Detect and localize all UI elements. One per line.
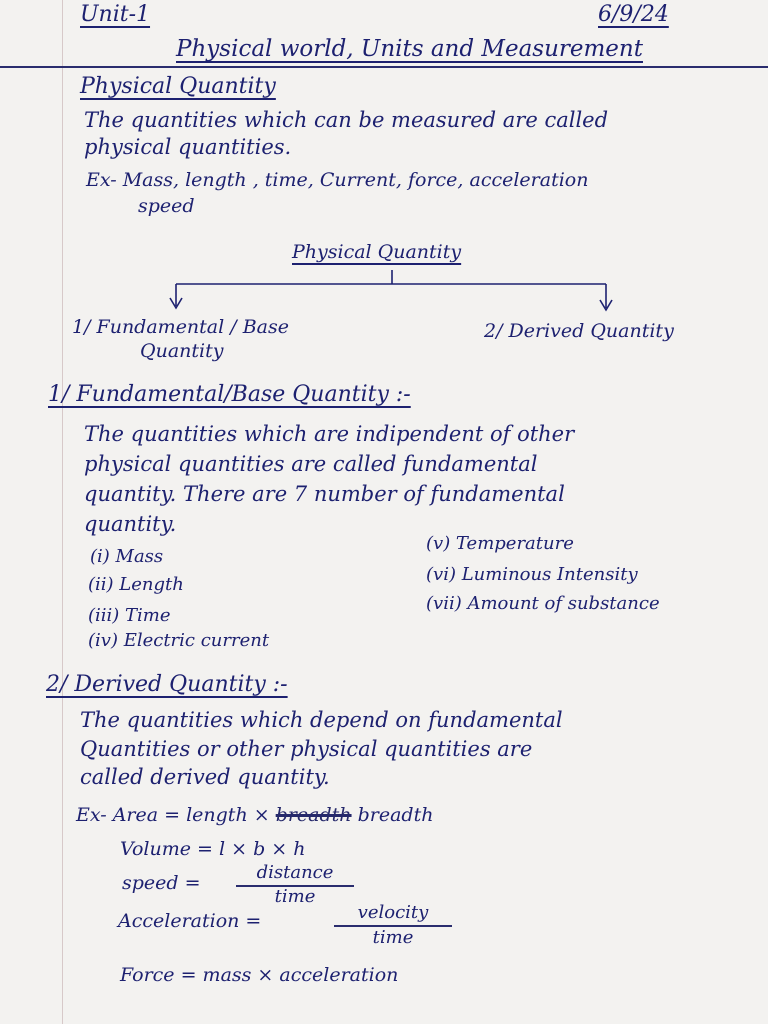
list-item: (v) Temperature (426, 533, 574, 554)
derived-line-2: Quantities or other physical quantities are (80, 737, 533, 761)
formula-acceleration-denominator: time (372, 927, 414, 948)
fundamental-line-1: The quantities which are indipendent of other (84, 422, 575, 446)
derived-line-3: called derived quantity. (80, 765, 330, 789)
fundamental-line-3: quantity. There are 7 number of fundamental (84, 482, 565, 506)
formula-area (76, 806, 433, 825)
formula-area-prefix: Ex- Area = length × (76, 804, 270, 826)
section-heading-physical-quantity: Physical Quantity (80, 74, 276, 99)
formula-speed-label: speed = (122, 872, 201, 894)
derived-line-1: The quantities which depend on fundamental (80, 708, 563, 732)
diagram-right: 2/ Derived Quantity (484, 320, 674, 342)
diagram-left-line-1: 1/ Fundamental / Base (72, 316, 289, 338)
formula-force: Force = mass × acceleration (120, 964, 399, 986)
formula-speed-numerator: distance (256, 862, 334, 883)
intro-example-line-2: speed (138, 195, 195, 217)
formula-area-struck: breadth (275, 804, 352, 826)
section-heading-fundamental: 1/ Fundamental/Base Quantity :- (48, 382, 411, 407)
fundamental-line-4: quantity. (84, 512, 177, 536)
formula-area-suffix: breadth (357, 804, 434, 826)
list-item: (ii) Length (88, 574, 184, 595)
page-title: Physical world, Units and Measurement (176, 36, 643, 62)
list-item: (iii) Time (88, 605, 171, 626)
intro-line-1: The quantities which can be measured are called (84, 108, 609, 132)
fundamental-line-2: physical quantities are called fundamental (84, 452, 538, 476)
formula-acceleration-numerator: velocity (357, 902, 429, 923)
list-item: (i) Mass (90, 546, 164, 567)
formula-speed-denominator: time (274, 886, 316, 907)
diagram-left-line-2: Quantity (140, 340, 224, 362)
formula-acceleration-label: Acceleration = (118, 910, 262, 932)
list-item: (vi) Luminous Intensity (426, 564, 638, 585)
unit-label: Unit-1 (80, 2, 151, 27)
section-heading-derived: 2/ Derived Quantity :- (46, 672, 288, 697)
diagram-root: Physical Quantity (292, 241, 462, 263)
list-item: (iv) Electric current (88, 630, 270, 651)
intro-line-2: physical quantities. (84, 135, 292, 159)
formula-volume: Volume = l × b × h (120, 838, 306, 860)
list-item: (vii) Amount of substance (426, 593, 660, 614)
date-label: 6/9/24 (598, 2, 669, 27)
intro-example-line-1: Ex- Mass, length , time, Current, force, acceleration (86, 169, 589, 191)
